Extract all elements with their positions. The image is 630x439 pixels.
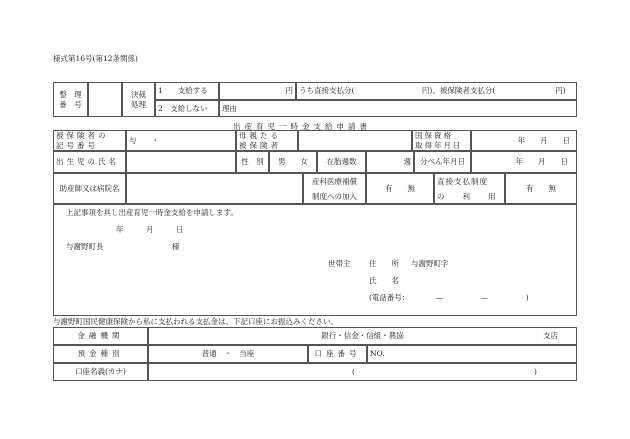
- seiri-number-field[interactable]: [88, 82, 122, 117]
- deposit-label: 預金種別: [53, 345, 148, 363]
- mayor: 与謝野町長: [66, 242, 104, 251]
- sama: 様: [172, 242, 180, 251]
- weeks-field[interactable]: 週: [366, 151, 414, 173]
- sex-options[interactable]: 男 女: [269, 151, 317, 173]
- reason-field[interactable]: 理由: [219, 100, 577, 117]
- mother-field[interactable]: [298, 130, 412, 151]
- phone-field[interactable]: (電話番号： — — ): [369, 293, 529, 302]
- obstetric-label: 産科医療補償 制度への加入: [303, 173, 366, 204]
- form-number: 様式第16号(第12条関係): [53, 54, 138, 63]
- qualification-label: 国保資格 取得年月日: [412, 130, 471, 151]
- amount-yen[interactable]: 円: [219, 82, 296, 100]
- application-date[interactable]: 年 月 日: [116, 225, 184, 234]
- paren-close: ): [534, 367, 537, 377]
- branch-label: 支店: [543, 331, 558, 341]
- paren-open: (: [352, 367, 355, 377]
- insured-label: 被保険者の 記号番号: [53, 130, 126, 151]
- midwife-label: 助産師又は病院名: [53, 173, 126, 204]
- obstetric-yes-no[interactable]: 有 無: [366, 173, 434, 204]
- deposit-types[interactable]: 普通 ・ 当座: [148, 345, 308, 363]
- direct-payment-label: 直接支払制度 の 利 用: [434, 173, 505, 204]
- institution-types: 銀行・信金・信組・農協: [321, 331, 404, 341]
- birth-date-label: 分べん年月日: [414, 151, 471, 173]
- account-label: 口座番号: [308, 345, 367, 363]
- payment-split[interactable]: うち直接支払分( 円)、被保険者支払分( 円): [296, 82, 577, 100]
- midwife-field[interactable]: [126, 173, 303, 204]
- address-field[interactable]: 与謝野町字: [411, 259, 449, 268]
- option-no-pay[interactable]: 2 支給しない: [155, 100, 219, 117]
- weeks-label: 在胎週数: [317, 151, 366, 173]
- form-title: 出産育児一時金支給申請書: [233, 122, 371, 131]
- holder-label: 口座名義(カナ): [53, 363, 148, 381]
- insured-number-field[interactable]: 与 ・: [126, 130, 236, 151]
- account-number-field[interactable]: NO.: [367, 345, 577, 363]
- kessai-label: 決裁 処理: [122, 82, 155, 117]
- seiri-label: 整 理 番 号: [53, 82, 88, 117]
- birth-date-field[interactable]: 年 月 日: [471, 151, 577, 173]
- bank-notice: 与謝野町国民健康保険から私に支払われる支払金は、下記口座にお振込みください。: [53, 317, 338, 326]
- child-name-label: 出生児の氏名: [53, 151, 126, 173]
- holder-field[interactable]: [148, 363, 577, 381]
- institution-label: 金融機関: [53, 327, 148, 345]
- sex-label: 性 別: [236, 151, 269, 173]
- qualification-date-field[interactable]: 年 月 日: [471, 130, 577, 151]
- direct-yes-no[interactable]: 有 無: [505, 173, 577, 204]
- address-label: 住 所: [369, 259, 399, 268]
- option-pay[interactable]: 1 支給する: [155, 82, 219, 100]
- householder-label: 世帯主: [328, 259, 351, 268]
- institution-field[interactable]: [148, 327, 577, 345]
- statement: 上記事項を具し出産育児一時金支給を申請します。: [66, 208, 238, 217]
- mother-label: 母親たる 被保険者: [236, 130, 298, 151]
- child-name-field[interactable]: [126, 151, 236, 173]
- name-label: 氏 名: [369, 276, 399, 285]
